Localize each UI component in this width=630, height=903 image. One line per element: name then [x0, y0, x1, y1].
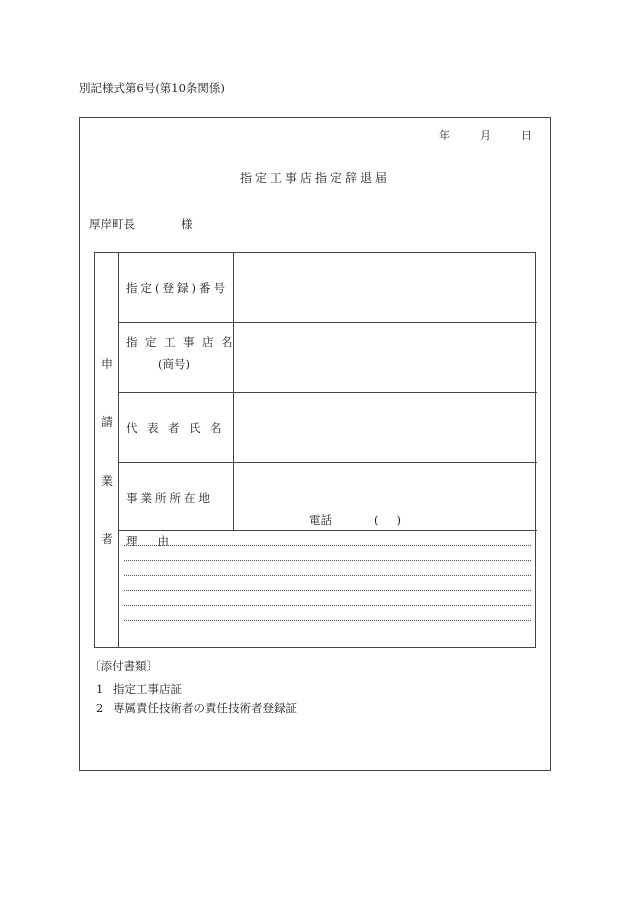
applicant-char: 請	[100, 415, 113, 429]
representative-label: 代表者氏名	[126, 421, 231, 435]
attachment-item	[96, 700, 297, 716]
office-address-label: 事業所所在地	[126, 491, 213, 505]
phone-label: 電話	[309, 513, 332, 527]
phone-line	[309, 512, 401, 528]
attachment-text: 専属責任技術者の責任技術者登録証	[113, 701, 297, 715]
attachment-number: 2	[96, 701, 104, 715]
reason-label: 理由	[126, 534, 189, 548]
applicant-column	[95, 253, 119, 647]
phone-close-paren: )	[396, 513, 401, 527]
designation-number-row	[119, 253, 537, 323]
shop-name-field[interactable]	[234, 323, 537, 392]
representative-row	[119, 393, 537, 463]
form-frame	[79, 117, 551, 771]
office-address-label-cell	[119, 463, 234, 530]
applicant-char: 申	[100, 357, 113, 371]
date-year-label: 年	[439, 129, 450, 142]
shop-name-sublabel: (商号)	[158, 357, 190, 371]
office-address-row	[119, 463, 537, 531]
reason-dotted-line	[124, 560, 531, 561]
date-month-label: 月	[480, 129, 491, 142]
date-day-label: 日	[521, 129, 532, 142]
addressee	[89, 216, 193, 232]
applicant-char: 業	[100, 474, 113, 488]
shop-name-label: 指定工事店名	[126, 335, 240, 349]
reason-dotted-line	[124, 605, 531, 606]
date-line	[439, 127, 532, 143]
shop-name-row	[119, 323, 537, 393]
shop-name-label-cell	[119, 323, 240, 392]
reason-dotted-line	[124, 575, 531, 576]
phone-open-paren: (	[374, 513, 379, 527]
reason-dotted-line	[124, 620, 531, 621]
form-reference: 別記様式第6号(第10条関係)	[79, 81, 225, 95]
attachment-text: 指定工事店証	[113, 682, 182, 696]
attachment-number: 1	[96, 682, 104, 696]
representative-label-cell	[119, 393, 234, 462]
attachment-item	[96, 681, 182, 697]
applicant-char: 者	[100, 532, 113, 546]
reason-section[interactable]	[119, 531, 537, 649]
applicant-table	[94, 252, 536, 648]
designation-number-label-cell	[119, 253, 234, 322]
designation-number-field[interactable]	[234, 253, 537, 322]
addressee-name: 厚岸町長	[89, 217, 135, 231]
attachments-heading: 〔添付書類〕	[89, 659, 158, 673]
form-title: 指定工事店指定辞退届	[239, 171, 390, 185]
reason-dotted-line	[124, 590, 531, 591]
representative-field[interactable]	[234, 393, 537, 462]
reason-dotted-line	[124, 545, 531, 546]
designation-number-label: 指定(登録)番号	[126, 281, 228, 295]
addressee-honorific: 様	[181, 217, 193, 231]
